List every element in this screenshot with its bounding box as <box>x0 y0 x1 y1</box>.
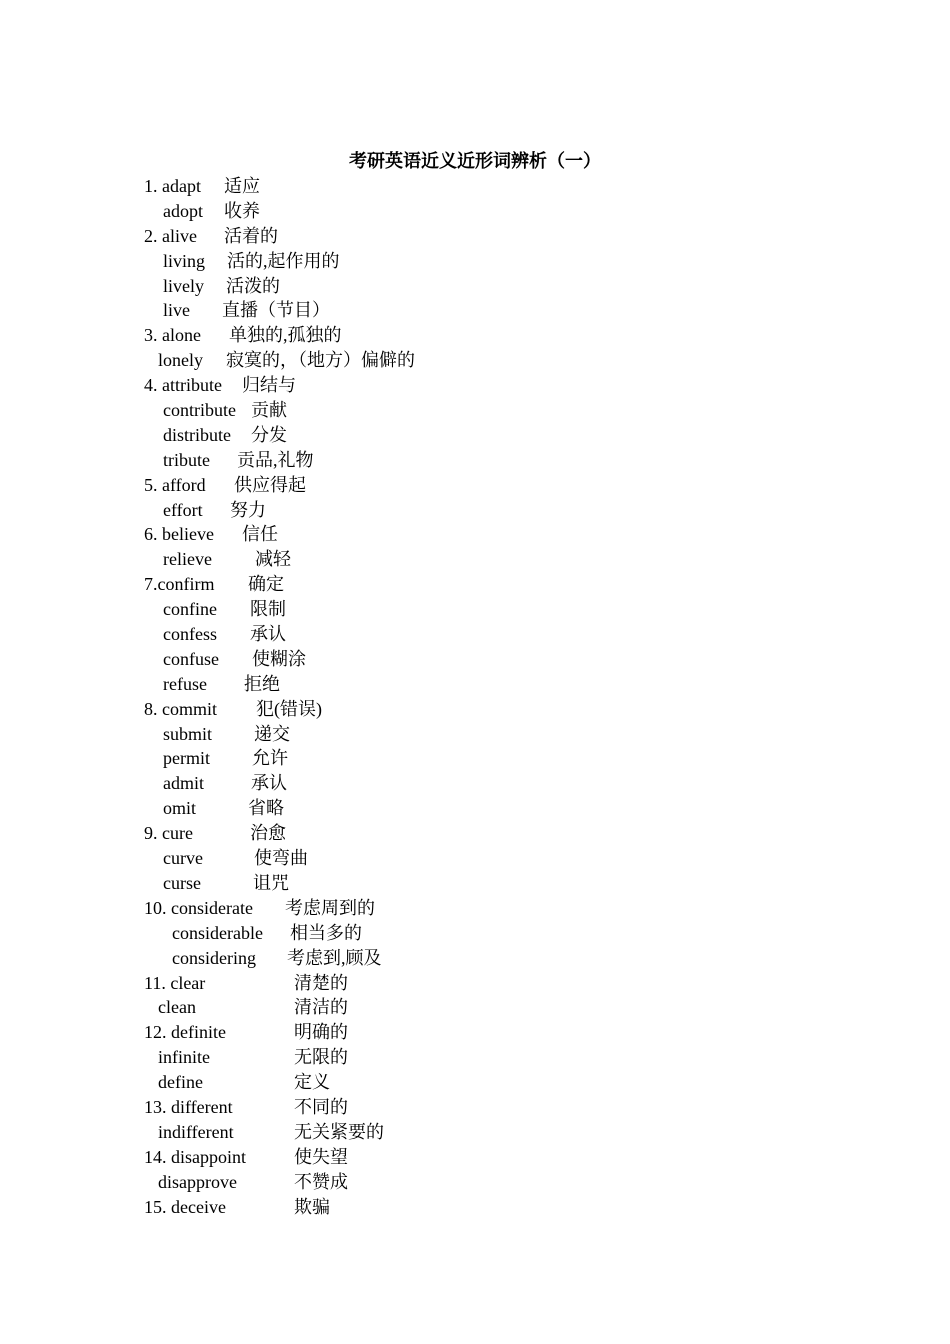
entry-word: 2. alive <box>144 225 197 246</box>
entry-meaning: 考虑周到的 <box>285 897 375 918</box>
entry-word: define <box>158 1072 203 1093</box>
entry-word: 7.confirm <box>144 574 215 595</box>
entry-meaning: 省略 <box>248 798 284 819</box>
entry-word: 15. deceive <box>144 1196 226 1217</box>
entry-meaning: 递交 <box>254 723 290 744</box>
list-item <box>0 871 950 896</box>
list-item <box>0 473 950 498</box>
list-item <box>0 697 950 722</box>
entry-meaning: 治愈 <box>250 823 286 844</box>
list-item <box>0 274 950 299</box>
list-item <box>0 249 950 274</box>
entry-meaning: 活的,起作用的 <box>227 250 340 271</box>
entry-meaning: 收养 <box>224 200 260 221</box>
entry-meaning: 分发 <box>251 424 287 445</box>
list-item <box>0 1020 950 1045</box>
entry-meaning: 信任 <box>242 524 278 545</box>
entry-word: curve <box>163 848 203 869</box>
entry-word: effort <box>163 499 203 520</box>
entry-word: considerable <box>172 922 263 943</box>
entry-meaning: 寂寞的，（地方）偏僻的 <box>226 350 415 371</box>
list-item <box>0 846 950 871</box>
list-item <box>0 597 950 622</box>
entry-word: contribute <box>163 400 236 421</box>
list-item <box>0 1095 950 1120</box>
entry-word: 4. attribute <box>144 375 222 396</box>
entry-meaning: 贡献 <box>251 400 287 421</box>
entry-meaning: 使弯曲 <box>254 848 308 869</box>
entry-word: omit <box>163 798 197 819</box>
list-item <box>0 498 950 523</box>
list-item <box>0 672 950 697</box>
entry-meaning: 单独的,孤独的 <box>229 325 342 346</box>
entry-meaning: 活着的 <box>224 225 278 246</box>
entry-word: 14. disappoint <box>144 1146 246 1167</box>
entry-word: living <box>163 250 206 271</box>
entry-word: 3. alone <box>144 325 201 346</box>
entry-meaning: 无关紧要的 <box>294 1121 384 1142</box>
entry-word: 6. believe <box>144 524 214 545</box>
list-item <box>0 522 950 547</box>
entry-meaning: 供应得起 <box>234 474 306 495</box>
list-item <box>0 572 950 597</box>
entry-meaning: 犯(错误) <box>256 698 322 719</box>
entry-meaning: 贡品,礼物 <box>237 449 314 470</box>
entry-word: indifferent <box>158 1121 234 1142</box>
entry-word: 1. adapt <box>144 176 201 196</box>
list-item <box>0 373 950 398</box>
entry-word: 13. different <box>144 1096 233 1117</box>
entry-meaning: 归结与 <box>242 375 296 396</box>
entry-word: submit <box>163 723 213 744</box>
entry-meaning: 无限的 <box>294 1047 348 1068</box>
list-item <box>0 796 950 821</box>
list-item <box>0 771 950 796</box>
entry-word: considering <box>172 947 256 968</box>
entry-meaning: 允许 <box>252 748 288 769</box>
entry-word: adopt <box>163 200 203 221</box>
entry-word: permit <box>163 748 210 769</box>
entry-meaning: 承认 <box>251 773 287 794</box>
entry-meaning: 承认 <box>250 624 286 645</box>
entry-word: lively <box>163 275 204 296</box>
list-item <box>0 896 950 921</box>
entry-meaning: 定义 <box>294 1072 330 1093</box>
list-item <box>0 1170 950 1195</box>
list-item <box>0 174 950 199</box>
entry-word: live <box>163 300 190 321</box>
list-item <box>0 921 950 946</box>
entry-word: tribute <box>163 449 210 470</box>
entry-word: disapprove <box>158 1171 237 1192</box>
entry-meaning: 不赞成 <box>294 1171 348 1192</box>
document-title: 考研英语近义近形词辨析（一） <box>349 151 601 171</box>
entry-meaning: 使糊涂 <box>252 648 306 669</box>
entry-meaning: 适应 <box>224 176 260 196</box>
entry-word: 5. afford <box>144 474 206 495</box>
list-item <box>0 946 950 971</box>
entry-word: 10. considerate <box>144 897 253 918</box>
entry-word: confine <box>163 599 217 620</box>
list-item <box>0 647 950 672</box>
entry-word: admit <box>163 773 204 794</box>
entry-meaning: 诅咒 <box>253 872 289 893</box>
entry-meaning: 明确的 <box>294 1022 348 1043</box>
list-item <box>0 995 950 1020</box>
entry-meaning: 考虑到,顾及 <box>287 947 382 968</box>
vocabulary-list <box>0 174 950 1219</box>
entry-meaning: 限制 <box>250 599 286 620</box>
list-item <box>0 1045 950 1070</box>
list-item <box>0 199 950 224</box>
entry-word: lonely <box>158 350 203 371</box>
list-item <box>0 448 950 473</box>
list-item <box>0 722 950 747</box>
entry-word: clean <box>158 997 196 1018</box>
list-item <box>0 547 950 572</box>
list-item <box>0 224 950 249</box>
list-item <box>0 423 950 448</box>
entry-word: confuse <box>163 648 219 669</box>
list-item <box>0 1145 950 1170</box>
list-item <box>0 298 950 323</box>
entry-word: distribute <box>163 424 231 445</box>
entry-word: 9. cure <box>144 823 193 844</box>
entry-meaning: 减轻 <box>255 549 291 570</box>
entry-word: confess <box>163 624 217 645</box>
list-item <box>0 398 950 423</box>
entry-word: curse <box>163 872 201 893</box>
entry-meaning: 努力 <box>230 499 266 520</box>
list-item <box>0 821 950 846</box>
entry-meaning: 欺骗 <box>294 1196 330 1217</box>
entry-meaning: 活泼的 <box>226 275 280 296</box>
entry-word: relieve <box>163 549 212 570</box>
list-item <box>0 348 950 373</box>
entry-meaning: 相当多的 <box>290 922 362 943</box>
entry-word: 11. clear <box>144 972 206 993</box>
entry-word: 12. definite <box>144 1022 226 1043</box>
entry-meaning: 直播（节目） <box>222 300 330 321</box>
entry-meaning: 清楚的 <box>294 972 348 993</box>
entry-meaning: 拒绝 <box>244 673 280 694</box>
entry-meaning: 不同的 <box>294 1096 348 1117</box>
list-item <box>0 971 950 996</box>
list-item <box>0 622 950 647</box>
list-item <box>0 1070 950 1095</box>
entry-meaning: 清洁的 <box>294 997 348 1018</box>
entry-word: infinite <box>158 1047 210 1068</box>
entry-word: refuse <box>163 673 207 694</box>
list-item <box>0 1195 950 1220</box>
list-item <box>0 746 950 771</box>
list-item <box>0 1120 950 1145</box>
entry-meaning: 确定 <box>248 574 284 595</box>
entry-meaning: 使失望 <box>294 1146 348 1167</box>
entry-word: 8. commit <box>144 698 217 719</box>
list-item <box>0 323 950 348</box>
